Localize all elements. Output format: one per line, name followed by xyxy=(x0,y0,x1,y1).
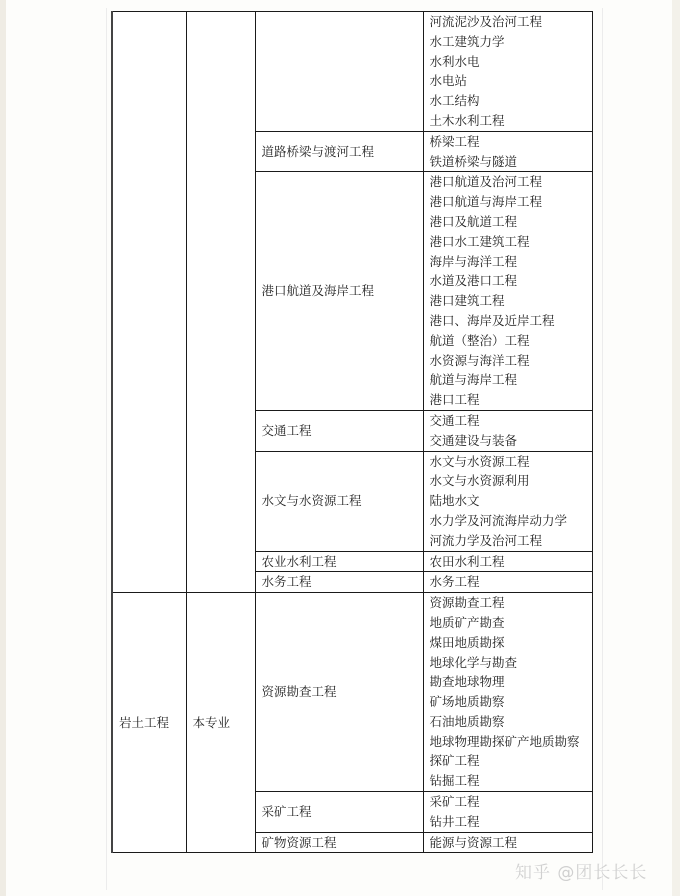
major-cell: 采矿工程 xyxy=(255,792,423,833)
major-cell: 交通工程 xyxy=(255,410,423,451)
sub-major: 水电站 xyxy=(429,73,468,89)
major-cell: 水务工程 xyxy=(255,572,423,593)
sub-major-cell xyxy=(423,131,592,172)
scope-cell xyxy=(186,12,255,593)
sub-major: 地质矿产勘查 xyxy=(429,614,505,630)
sub-major: 水工结构 xyxy=(429,93,480,109)
sub-major: 钻掘工程 xyxy=(429,773,480,789)
sub-major: 勘查地球物理 xyxy=(429,674,505,690)
sub-major-cell xyxy=(423,832,592,853)
page-margin-line xyxy=(602,8,603,890)
sub-major: 海岸与海洋工程 xyxy=(429,253,518,269)
sub-major-cell xyxy=(423,12,592,132)
table-row xyxy=(112,12,592,132)
sub-major: 水文与水资源利用 xyxy=(429,473,530,489)
sub-major: 水力学及河流海岸动力学 xyxy=(429,512,568,528)
sub-major: 陆地水文 xyxy=(429,493,480,509)
sub-major: 钻井工程 xyxy=(429,813,480,829)
sub-major: 土木水利工程 xyxy=(429,112,505,128)
sub-major: 港口水工建筑工程 xyxy=(429,233,530,249)
sub-major: 铁道桥梁与隧道 xyxy=(429,153,518,169)
sub-major: 港口建筑工程 xyxy=(429,293,505,309)
watermark: 知乎 @团长长长 xyxy=(515,863,648,883)
sub-major: 交通建设与装备 xyxy=(429,432,518,448)
page-edge-left xyxy=(0,0,6,896)
sub-major: 石油地质勘察 xyxy=(429,713,505,729)
sub-major: 水工建筑力学 xyxy=(429,33,505,49)
sub-major: 水务工程 xyxy=(429,574,480,590)
sub-major: 农田水利工程 xyxy=(429,553,505,569)
sub-major: 能源与资源工程 xyxy=(429,834,518,850)
sub-major: 地球化学与勘查 xyxy=(429,654,518,670)
sub-major: 采矿工程 xyxy=(429,794,480,810)
sub-major: 水文与水资源工程 xyxy=(429,453,530,469)
sub-major: 矿场地质勘察 xyxy=(429,694,505,710)
sub-major-cell xyxy=(423,593,592,792)
sub-major-cell xyxy=(423,172,592,411)
sub-major: 煤田地质勘探 xyxy=(429,634,505,650)
sub-major: 交通工程 xyxy=(429,412,480,428)
sub-major-cell xyxy=(423,792,592,833)
category-cell xyxy=(112,12,186,593)
page-edge-right xyxy=(672,0,680,896)
sub-major: 资源勘查工程 xyxy=(429,595,505,611)
table-row xyxy=(112,593,592,792)
sub-major: 港口航道及治河工程 xyxy=(429,174,543,190)
sub-major: 港口及航道工程 xyxy=(429,213,518,229)
sub-major: 河流泥沙及治河工程 xyxy=(429,14,543,29)
sub-major: 港口、海岸及近岸工程 xyxy=(429,312,555,328)
major-cell: 港口航道及海岸工程 xyxy=(255,172,423,411)
sub-major: 水资源与海洋工程 xyxy=(429,352,530,368)
major-cell: 矿物资源工程 xyxy=(255,832,423,853)
major-cell: 道路桥梁与渡河工程 xyxy=(255,131,423,172)
category-cell: 岩土工程 xyxy=(112,593,186,853)
major-cell: 资源勘查工程 xyxy=(255,593,423,792)
sub-major: 桥梁工程 xyxy=(429,133,480,149)
sub-major: 河流力学及治河工程 xyxy=(429,532,543,548)
sub-major-cell xyxy=(423,572,592,593)
sub-major: 航道（整治）工程 xyxy=(429,332,530,348)
major-cell xyxy=(255,12,423,132)
major-cell: 农业水利工程 xyxy=(255,551,423,572)
sub-major-cell xyxy=(423,410,592,451)
major-cell: 水文与水资源工程 xyxy=(255,451,423,551)
sub-major: 水道及港口工程 xyxy=(429,273,518,289)
sub-major: 水利水电 xyxy=(429,53,480,69)
sub-major: 港口航道与海岸工程 xyxy=(429,194,543,210)
sub-major: 地球物理勘探矿产地质勘察 xyxy=(429,733,580,749)
scope-cell: 本专业 xyxy=(186,593,255,853)
sub-major: 港口工程 xyxy=(429,392,480,408)
sub-major: 探矿工程 xyxy=(429,753,480,769)
sub-major: 航道与海岸工程 xyxy=(429,372,518,388)
page-margin-line xyxy=(106,8,107,890)
sub-major-cell xyxy=(423,451,592,551)
major-table xyxy=(111,11,593,853)
sub-major-cell xyxy=(423,551,592,572)
